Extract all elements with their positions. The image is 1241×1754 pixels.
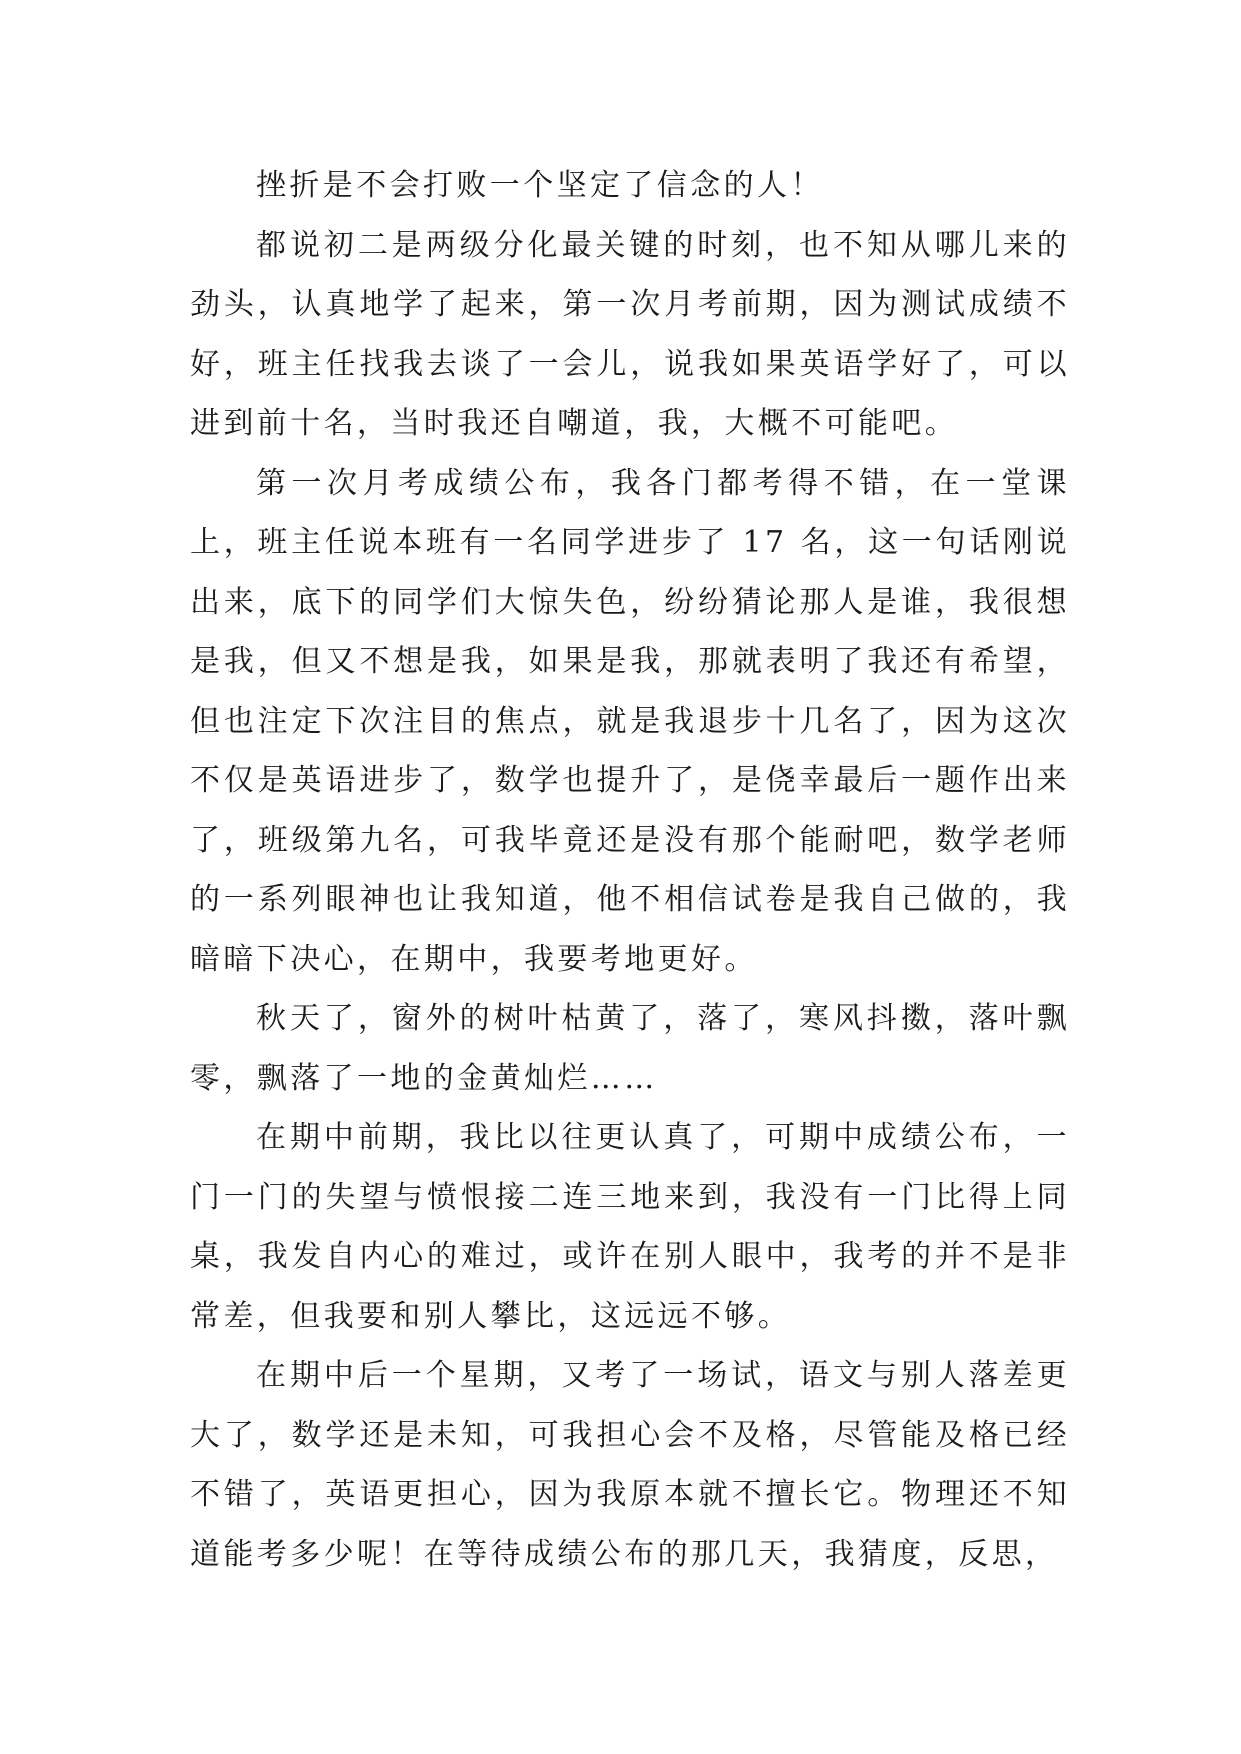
document-body	[190, 156, 1070, 1584]
paragraph-4: 秋天了，窗外的树叶枯黄了，落了，寒风抖擞，落叶飘零，飘落了一地的金黄灿烂……	[190, 1001, 1070, 1096]
paragraph-1: 挫折是不会打败一个坚定了信念的人！	[256, 168, 824, 203]
paragraph-5: 在期中前期，我比以往更认真了，可期中成绩公布，一门一门的失望与愤恨接二连三地来到，我没有一门比得上同桌，我发自内心的难过，或许在别人眼中，我考的并不是非常差，但我要和别人攀比，这远远不够。	[190, 1120, 1070, 1334]
paragraph-3: 第一次月考成绩公布，我各门都考得不错，在一堂课上，班主任说本班有一名同学进步了 17 名，这一句话刚说出来，底下的同学们大惊失色，纷纷猜论那人是谁，我很想是我，但又不想是我，如果是我，那就表明了我还有希望，但也注定下次注目的焦点，就是我退步十几名了，因为这次不仅是英语进步了，数学也提升了，是侥幸最后一题作出来了，班级第九名，可我毕竟还是没有那个能耐吧，数学老师的一系列眼神也让我知道，他不相信试卷是我自己做的，我暗暗下决心，在期中，我要考地更好。	[190, 465, 1070, 977]
paragraph-6: 在期中后一个星期，又考了一场试，语文与别人落差更大了，数学还是未知，可我担心会不及格，尽管能及格已经不错了，英语更担心，因为我原本就不擅长它。物理还不知道能考多少呢！在等待成绩公布的那几天，我猜度，反思，	[190, 1358, 1070, 1572]
paragraph-2: 都说初二是两级分化最关键的时刻，也不知从哪儿来的劲头，认真地学了起来，第一次月考前期，因为测试成绩不好，班主任找我去谈了一会儿，说我如果英语学好了，可以进到前十名，当时我还自嘲道，我，大概不可能吧。	[190, 227, 1070, 441]
